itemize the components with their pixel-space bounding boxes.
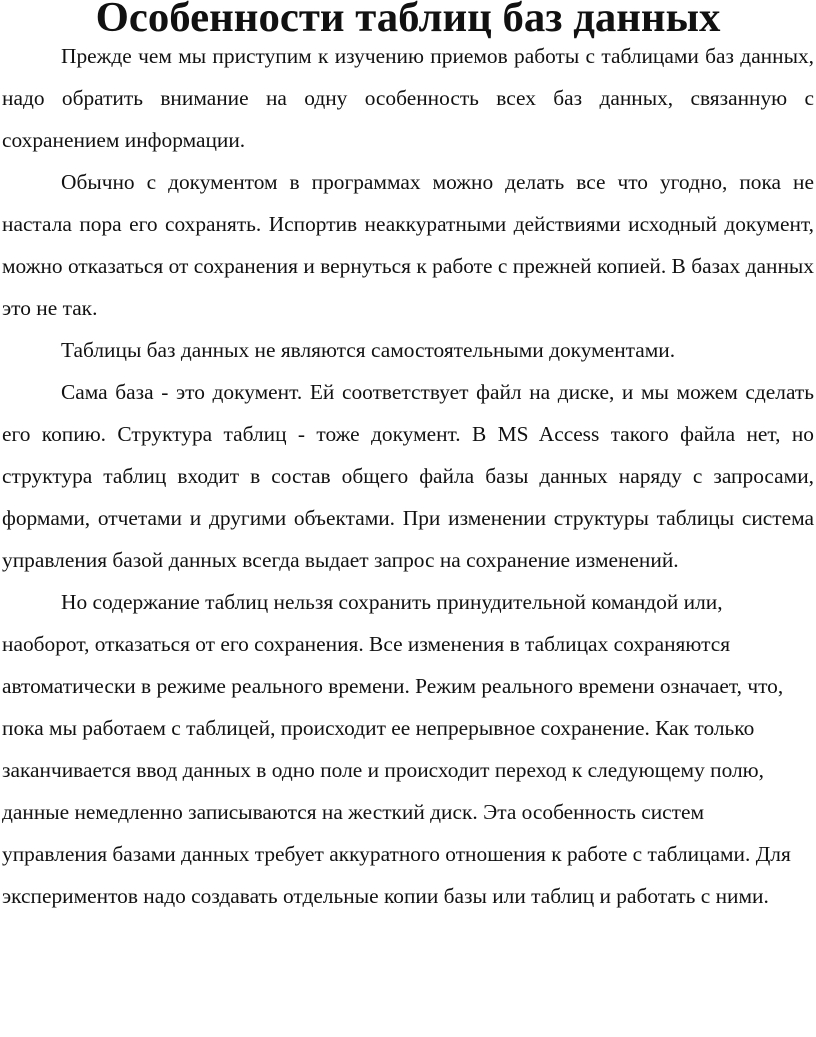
document-page: [2, 0, 814, 917]
document-title: Особенности таблиц баз данных: [95, 0, 721, 41]
paragraph: Обычно с документом в программах можно делать все что угодно, пока не настала пора его сохранять. Испортив неаккуратными действиями исходный документ, можно отказаться от сохранения и вернуться к работе с прежней копией. В базах данных это не так.: [2, 170, 814, 320]
paragraph: Но содержание таблиц нельзя сохранить принудительной командой или, наоборот, отказаться от его сохранения. Все изменения в таблицах сохраняются автоматически в режиме реального времени. Режим реального времени означает, что, пока мы работаем с таблицей, происходит ее непрерывное сохранение. Как только заканчивается ввод данных в одно поле и происходит переход к следующему полю, данные немедленно записываются на жесткий диск. Эта особенность систем управления базами данных требует аккуратного отношения к работе с таблицами. Для экспериментов надо создавать отдельные копии базы или таблиц и работать с ними.: [2, 590, 791, 908]
paragraph: Таблицы баз данных не являются самостоятельными документами.: [61, 338, 676, 362]
paragraph: Сама база - это документ. Ей соответствует файл на диске, и мы можем сделать его копию. Структура таблиц - тоже документ. В MS Access такого файла нет, но структура таблиц входит в состав общего файла базы данных наряду с запросами, формами, отчетами и другими объектами. При изменении структуры таблицы система управления базой данных всегда выдает запрос на сохранение изменений.: [2, 380, 814, 572]
paragraph: Прежде чем мы приступим к изучению приемов работы с таблицами баз данных, надо обратить внимание на одну особенность всех баз данных, связанную с сохранением информации.: [2, 44, 814, 152]
